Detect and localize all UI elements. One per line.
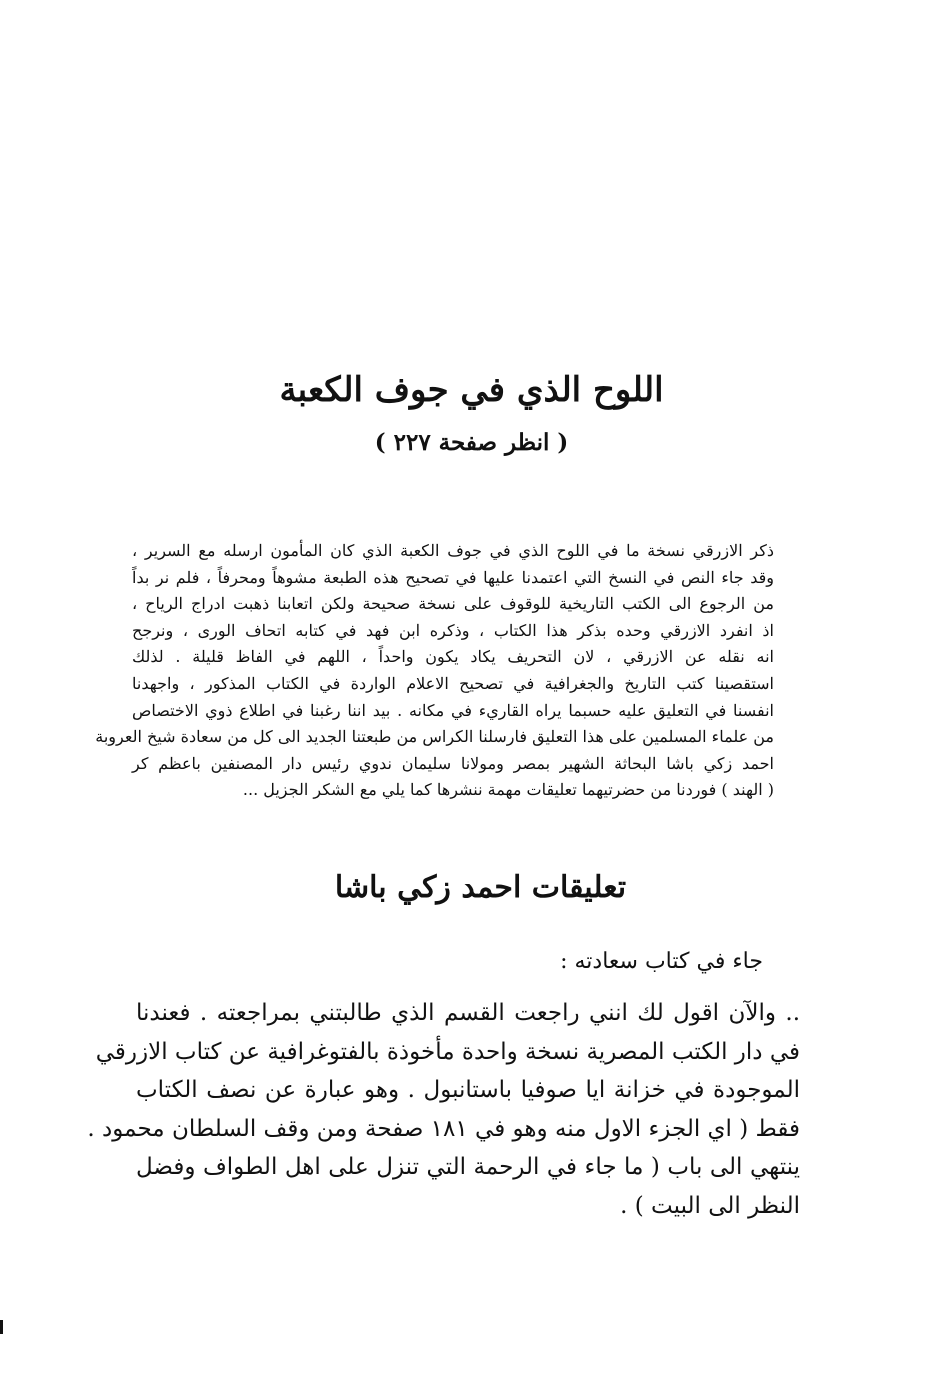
section-heading: تعليقات احمد زكي باشا — [334, 870, 627, 905]
body-line: النظر الى البيت ) . — [620, 1192, 800, 1219]
quoted-letter — [87, 994, 800, 1226]
body-line: الموجودة في خزانة ايا صوفيا باستانبول . وهو عبارة عن نصف الكتاب — [136, 1077, 800, 1104]
intro-line: وقد جاء النص في النسخ التي اعتمدنا عليها في تصحيح هذه الطبعة مشوهاً ومحرفاً ، فلم نر بداً — [132, 567, 775, 587]
intro-line: انفسنا في التعليق عليه حسبما يراه القاريء في مكانه . بيد اننا رغبنا في اطلاع ذوي الاختصاص — [132, 700, 774, 720]
body-line: في دار الكتب المصرية نسخة واحدة مأخوذة بالفتوغرافية عن كتاب الازرقي — [95, 1038, 800, 1065]
intro-line: انه نقله عن الازرقي ، لان التحريف يكاد يكون واحداً ، اللهم في الفاظ قليلة . لذلك — [132, 647, 774, 667]
page-title: اللوح الذي في جوف الكعبة — [279, 370, 664, 410]
intro-line: استقصينا كتب التاريخ والجغرافية في تصحيح الاعلام الواردة في الكتاب المذكور ، واجهدنا — [132, 673, 774, 693]
scan-edge-mark — [0, 1320, 3, 1334]
body-line: .. والآن اقول لك انني راجعت القسم الذي طالبتني بمراجعته . فعندنا — [136, 1000, 800, 1026]
opening-line: جاء في كتاب سعادته : — [560, 949, 763, 974]
body-line: ينتهي الى باب ( ما جاء في الرحمة التي تنزل على اهل الطواف وفضل — [136, 1154, 800, 1181]
intro-line: ( الهند ) فوردنا من حضرتيهما تعليقات مهمة ننشرها كما يلي مع الشكر الجزيل ... — [242, 780, 774, 800]
body-line: فقط ( اي الجزء الاول منه وهو في ١٨١ صفحة ومن وقف السلطان محمود . — [87, 1115, 800, 1142]
intro-line: ذكر الازرقي نسخة ما في اللوح الذي في جوف الكعبة الذي كان المأمون ارسله مع السرير ، — [132, 541, 774, 560]
intro-line: من علماء المسلمين على هذا التعليق فارسلنا الكراس من طبعتنا الجديد الى كل من سعادة شيخ العروبة — [95, 727, 774, 747]
intro-line: من الرجوع الى الكتب التاريخية للوقوف على نسخة صحيحة ولكن اتعابنا ذهبت ادراج الرياح ، — [132, 594, 774, 614]
intro-line: احمد زكي باشا البحاثة الشهير بمصر ومولانا سليمان ندوي رئيس دار المصنفين باعظم كر — [132, 753, 774, 773]
intro-line: اذ انفرد الازرقي وحده بذكر هذا الكتاب ، وذكره ابن فهد في كتابه اتحاف الورى ، ونرجح — [132, 620, 774, 640]
intro-paragraph — [95, 538, 775, 804]
page-reference: ( انظر صفحة ٢٢٧ ) — [374, 429, 569, 456]
